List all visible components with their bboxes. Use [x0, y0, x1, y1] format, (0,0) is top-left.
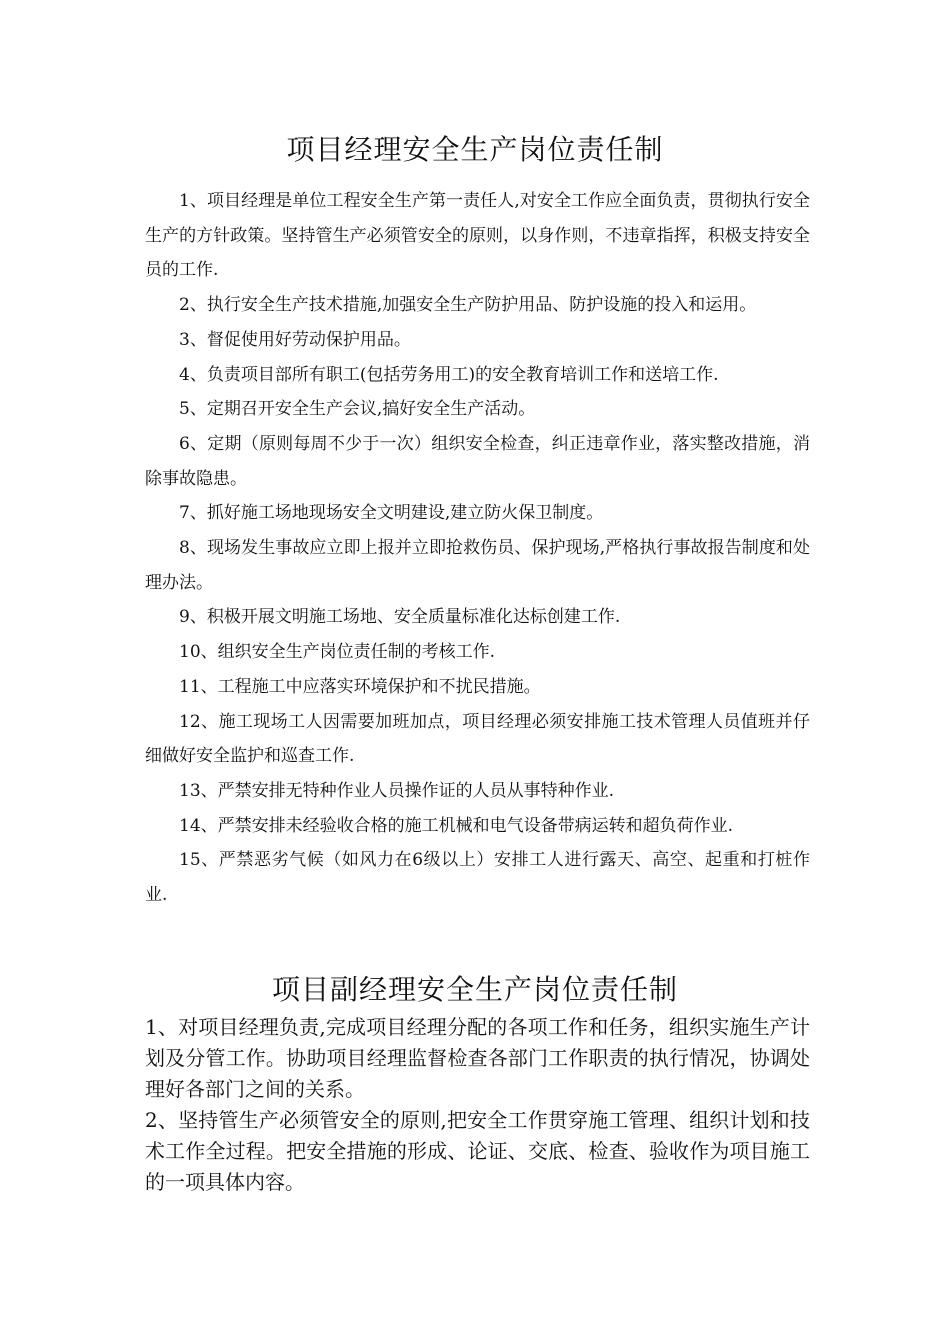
duty-item-1: 1、项目经理是单位工程安全生产第一责任人,对安全工作应全面负责，贯彻执行安全生产的方针政策。坚持管生产必须管安全的原则，以身作则，不违章指挥，积极支持安全员的工作.: [145, 191, 810, 281]
duty-item-7: 7、抓好施工场地现场安全文明建设,建立防火保卫制度。: [179, 503, 604, 524]
duty-item-2: 2、执行安全生产技术措施,加强安全生产防护用品、防护设施的投入和运用。: [179, 295, 757, 316]
duty-item-15: 15、严禁恶劣气候（如风力在6级以上）安排工人进行露天、高空、起重和打桩作业.: [145, 850, 810, 906]
duty-item-13: 13、严禁安排无特种作业人员操作证的人员从事特种作业.: [179, 780, 615, 801]
duty-item-3: 3、督促使用好劳动保护用品。: [179, 329, 411, 350]
deputy-manager-duties-list: [145, 1012, 810, 1198]
duty-item-4: 4、负责项目部所有职工(包括劳务用工)的安全教育培训工作和送培工作.: [179, 364, 719, 385]
duty-item-11: 11、工程施工中应落实环境保护和不扰民措施。: [179, 676, 541, 697]
duty-item-14: 14、严禁安排未经验收合格的施工机械和电气设备带病运转和超负荷作业.: [179, 815, 734, 836]
duty-item-9: 9、积极开展文明施工场地、安全质量标准化达标创建工作.: [179, 607, 621, 628]
duty-item-12: 12、施工现场工人因需要加班加点，项目经理必须安排施工技术管理人员值班并仔细做好安全监护和巡查工作.: [145, 711, 810, 767]
project-manager-duties-list: [145, 184, 810, 913]
section-title-project-manager: 项目经理安全生产岗位责任制: [286, 133, 664, 166]
section-title-deputy-manager: 项目副经理安全生产岗位责任制: [271, 973, 678, 1006]
duty-item-5: 5、定期召开安全生产会议,搞好安全生产活动。: [179, 399, 536, 420]
duty-item-8: 8、现场发生事故应立即上报并立即抢救伤员、保护现场,严格执行事故报告制度和处理办法。: [145, 538, 810, 593]
deputy-duty-item-2: 2、坚持管生产必须管安全的原则,把安全工作贯穿施工管理、组织计划和技术工作全过程。把安全措施的形成、论证、交底、检查、验收作为项目施工的一项具体内容。: [145, 1108, 810, 1194]
deputy-duty-item-1: 1、对项目经理负责,完成项目经理分配的各项工作和任务，组织实施生产计划及分管工作。协助项目经理监督检查各部门工作职责的执行情况，协调处理好各部门之间的关系。: [145, 1015, 810, 1101]
duty-item-10: 10、组织安全生产岗位责任制的考核工作.: [179, 642, 496, 663]
duty-item-6: 6、定期（原则每周不少于一次）组织安全检查，纠正违章作业，落实整改措施，消除事故隐患。: [145, 433, 810, 489]
